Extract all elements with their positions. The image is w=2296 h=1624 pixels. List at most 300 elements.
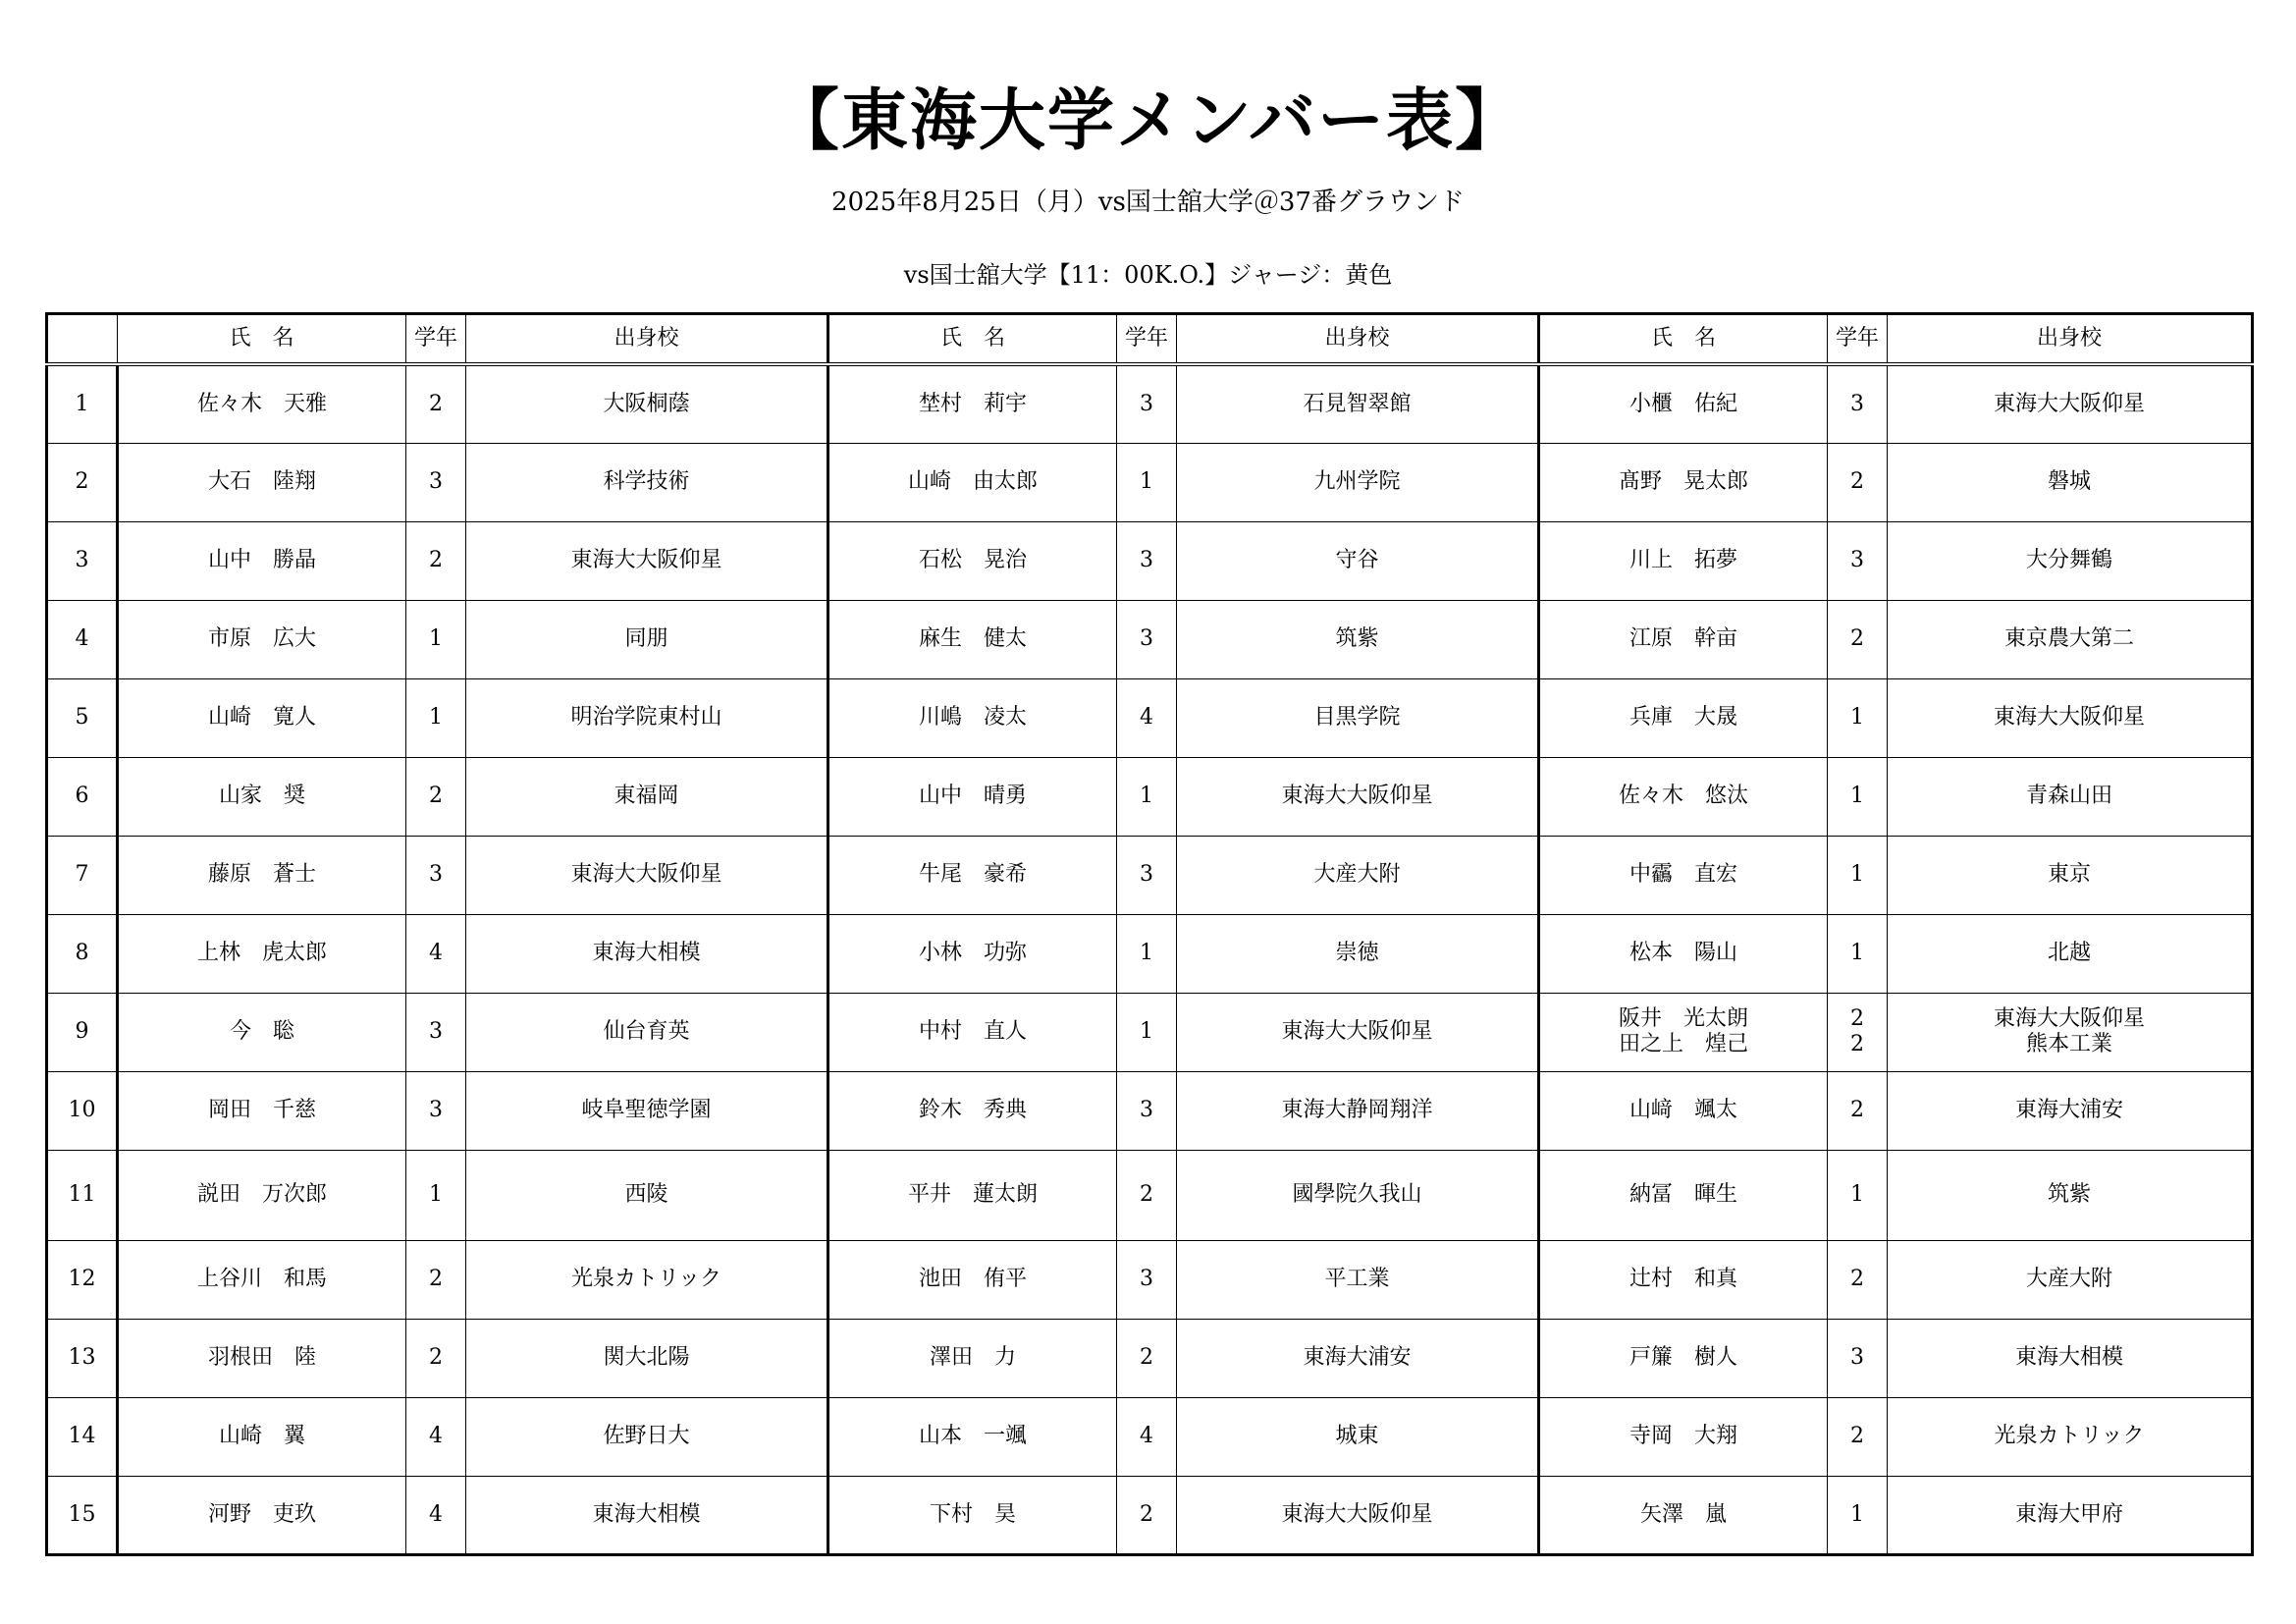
- player-name: 河野 吏玖: [207, 1501, 316, 1527]
- player-name-cell: [1539, 1319, 1828, 1397]
- player-name-cell: [828, 364, 1117, 443]
- player-name: 中靏 直宏: [1629, 862, 1737, 887]
- table-row: [47, 600, 2253, 678]
- player-school: 同朋: [624, 626, 668, 651]
- player-grade: 3: [429, 1098, 443, 1122]
- player-school: 大産大附: [2025, 1267, 2112, 1291]
- player-school-cell: [1177, 757, 1539, 836]
- player-school-cell: [1177, 1476, 1539, 1554]
- player-school: 大産大附: [1313, 862, 1401, 887]
- player-school-cell: [466, 757, 828, 836]
- player-grade: 2: [429, 1345, 443, 1370]
- player-school: 関大北陽: [603, 1345, 690, 1370]
- player-school-cell: [466, 914, 828, 993]
- player-grade-cell: [406, 1476, 466, 1554]
- player-grade-cell: [406, 1150, 466, 1240]
- row-number: 6: [47, 757, 118, 836]
- player-name: 山中 晴勇: [918, 784, 1027, 808]
- player-name-cell: [828, 521, 1117, 600]
- page-title: 【東海大学メンバー表】: [772, 81, 1524, 160]
- row-number: 9: [47, 993, 118, 1071]
- player-school: 東海大大阪仰星: [1281, 1019, 1433, 1044]
- player-name: 山中 勝晶: [207, 548, 316, 572]
- player-grade: 3: [1850, 391, 1864, 416]
- player-school: 東海大大阪仰星: [570, 548, 722, 572]
- player-grade: 3: [1140, 862, 1153, 887]
- player-school: 九州学院: [1313, 469, 1401, 494]
- player-school: 光泉カトリック: [570, 1267, 722, 1291]
- player-grade: 2: [429, 1267, 443, 1291]
- player-name-cell: [1539, 993, 1828, 1071]
- table-row: [47, 1240, 2253, 1319]
- table-body: [47, 364, 2253, 1554]
- player-school: 東京: [2047, 862, 2091, 887]
- player-school: 北越: [2047, 941, 2091, 965]
- player-name: 小櫃 佑紀: [1629, 391, 1737, 416]
- player-name: 羽根田 陸: [207, 1345, 316, 1370]
- match-date-venue: 2025年8月25日（月）vs国士舘大学＠37番グラウンド: [831, 188, 1465, 217]
- player-school-cell: [1888, 678, 2253, 757]
- player-grade: 1: [1850, 941, 1864, 965]
- player-name-cell: [1539, 678, 1828, 757]
- player-name: 説田 万次郎: [196, 1182, 327, 1207]
- player-grade: 2: [1850, 1098, 1864, 1122]
- player-school: 東海大浦安: [1303, 1345, 1412, 1370]
- member-table: [45, 312, 2254, 1556]
- player-name: 川嶋 凌太: [918, 705, 1027, 730]
- player-grade: 3: [1140, 548, 1153, 572]
- header-grade-2: 学年: [1117, 314, 1177, 365]
- player-name: 山崎 翼: [218, 1424, 305, 1448]
- player-school: 城東: [1335, 1424, 1379, 1448]
- player-grade-cell: [1828, 1476, 1888, 1554]
- player-grade-cell: [406, 1319, 466, 1397]
- player-name: 髙野 晃太郎: [1618, 469, 1748, 494]
- header-name-3: 氏 名: [1539, 314, 1828, 365]
- row-number: 2: [47, 443, 118, 521]
- player-name: 佐々木 天雅: [196, 391, 327, 416]
- row-number: 11: [47, 1150, 118, 1240]
- player-grade: 3: [429, 469, 443, 494]
- player-school-cell: [466, 993, 828, 1071]
- player-school: 東福岡: [614, 784, 679, 808]
- player-grade: 4: [1140, 1424, 1153, 1448]
- player-grade-cell: [1828, 1071, 1888, 1150]
- header-school-3: 出身校: [1888, 314, 2253, 365]
- player-grade-cell: [1828, 443, 1888, 521]
- player-grade: 1: [1850, 862, 1864, 887]
- player-name: 上林 虎太郎: [196, 941, 327, 965]
- player-grade-cell: [1117, 678, 1177, 757]
- player-school: 東海大大阪仰星: [1993, 705, 2145, 730]
- player-grade: 2: [1850, 1006, 1864, 1031]
- player-school: 平工業: [1324, 1267, 1390, 1291]
- row-number: 5: [47, 678, 118, 757]
- player-school-cell: [466, 1071, 828, 1150]
- player-name-cell: [118, 1397, 406, 1476]
- player-name: 石松 晃治: [918, 548, 1027, 572]
- player-grade-cell: [1117, 600, 1177, 678]
- table-row: [47, 521, 2253, 600]
- row-number: 3: [47, 521, 118, 600]
- player-grade: 1: [1850, 1182, 1864, 1207]
- player-grade: 1: [1850, 705, 1864, 730]
- player-name-cell: [118, 678, 406, 757]
- player-name-cell: [1539, 914, 1828, 993]
- player-name-cell: [828, 914, 1117, 993]
- table-header: [47, 314, 2253, 365]
- player-name: 田之上 煌己: [1618, 1032, 1748, 1056]
- player-grade-cell: [1828, 1319, 1888, 1397]
- player-name-cell: [1539, 1150, 1828, 1240]
- player-school-cell: [466, 600, 828, 678]
- player-name-cell: [828, 443, 1117, 521]
- player-school-cell: [1177, 1240, 1539, 1319]
- player-name: 鈴木 秀典: [918, 1098, 1027, 1122]
- player-school: 石見智翠館: [1303, 391, 1412, 416]
- player-school: 東海大大阪仰星: [570, 862, 722, 887]
- player-name: 下村 昊: [929, 1501, 1016, 1527]
- player-name: 藤原 蒼士: [207, 862, 316, 887]
- player-grade: 2: [1140, 1345, 1153, 1370]
- row-number: 10: [47, 1071, 118, 1150]
- player-school-cell: [1888, 993, 2253, 1071]
- player-school-cell: [1888, 914, 2253, 993]
- player-name: 江原 幹亩: [1629, 626, 1737, 651]
- player-grade-cell: [1828, 1397, 1888, 1476]
- player-school: 大分舞鶴: [2025, 548, 2112, 572]
- player-school: 崇徳: [1335, 941, 1379, 965]
- player-grade-cell: [1117, 1476, 1177, 1554]
- player-grade-cell: [1117, 914, 1177, 993]
- player-grade: 1: [1140, 941, 1153, 965]
- player-grade: 1: [1140, 469, 1153, 494]
- player-name-cell: [118, 757, 406, 836]
- player-school-cell: [1177, 1397, 1539, 1476]
- player-grade: 2: [1850, 1424, 1864, 1448]
- player-school-cell: [1177, 836, 1539, 914]
- player-name: 埜村 莉宇: [918, 391, 1027, 416]
- player-name: 阪井 光太朗: [1618, 1006, 1748, 1031]
- row-number: 4: [47, 600, 118, 678]
- player-grade: 2: [1850, 626, 1864, 651]
- player-grade-cell: [406, 836, 466, 914]
- player-grade-cell: [1117, 1150, 1177, 1240]
- row-number: 8: [47, 914, 118, 993]
- player-school: 明治学院東村山: [570, 705, 722, 730]
- player-grade: 1: [1850, 784, 1864, 808]
- player-school: 筑紫: [1335, 626, 1379, 651]
- player-school: 東海大甲府: [2014, 1501, 2123, 1527]
- player-school-cell: [1177, 600, 1539, 678]
- player-school-cell: [1888, 521, 2253, 600]
- player-grade: 1: [1140, 1019, 1153, 1044]
- header-grade-3: 学年: [1828, 314, 1888, 365]
- header-name-2: 氏 名: [828, 314, 1117, 365]
- player-name-cell: [828, 1071, 1117, 1150]
- header-name-1: 氏 名: [118, 314, 406, 365]
- player-name-cell: [828, 1476, 1117, 1554]
- player-grade: 3: [429, 862, 443, 887]
- player-name: 山本 一颯: [918, 1424, 1027, 1448]
- player-name: 澤田 力: [929, 1345, 1016, 1370]
- player-name: 池田 侑平: [918, 1267, 1027, 1291]
- player-school-cell: [466, 836, 828, 914]
- player-grade: 2: [1140, 1182, 1153, 1207]
- player-name-cell: [118, 1476, 406, 1554]
- player-grade: 3: [1850, 548, 1864, 572]
- player-school-cell: [466, 1150, 828, 1240]
- player-name: 岡田 千慈: [207, 1098, 316, 1122]
- table-row: [47, 1476, 2253, 1554]
- player-grade-cell: [1828, 600, 1888, 678]
- row-number: 1: [47, 364, 118, 443]
- player-name: 山家 奨: [218, 784, 305, 808]
- player-school-cell: [466, 1476, 828, 1554]
- row-number: 15: [47, 1476, 118, 1554]
- player-grade-cell: [1828, 678, 1888, 757]
- player-name: 川上 拓夢: [1629, 548, 1737, 572]
- player-name-cell: [118, 1319, 406, 1397]
- player-name-cell: [1539, 1397, 1828, 1476]
- player-name-cell: [118, 1150, 406, 1240]
- player-grade-cell: [1828, 364, 1888, 443]
- player-school-cell: [1177, 1319, 1539, 1397]
- player-name: 辻村 和真: [1629, 1267, 1737, 1291]
- player-grade-cell: [1117, 1240, 1177, 1319]
- player-grade: 1: [1140, 784, 1153, 808]
- player-school-cell: [1177, 914, 1539, 993]
- player-grade-cell: [1117, 1071, 1177, 1150]
- player-grade-cell: [1117, 836, 1177, 914]
- player-school: 熊本工業: [2025, 1032, 2112, 1056]
- row-number: 13: [47, 1319, 118, 1397]
- player-name-cell: [118, 443, 406, 521]
- player-name: 牛尾 豪希: [918, 862, 1027, 887]
- player-grade-cell: [1117, 521, 1177, 600]
- player-grade: 1: [429, 626, 443, 651]
- player-grade: 2: [1850, 1267, 1864, 1291]
- player-school-cell: [466, 1240, 828, 1319]
- player-school-cell: [1177, 521, 1539, 600]
- player-name-cell: [828, 1319, 1117, 1397]
- table-row: [47, 1319, 2253, 1397]
- player-school: 光泉カトリック: [1994, 1424, 2145, 1448]
- player-school-cell: [466, 364, 828, 443]
- player-grade-cell: [1117, 443, 1177, 521]
- player-name-cell: [118, 1240, 406, 1319]
- player-school-cell: [1888, 364, 2253, 443]
- player-school: 東海大浦安: [2014, 1098, 2123, 1122]
- table-row: [47, 364, 2253, 443]
- player-grade-cell: [406, 600, 466, 678]
- player-grade-cell: [1828, 993, 1888, 1071]
- player-name: 松本 陽山: [1629, 941, 1737, 965]
- player-school: 東海大大阪仰星: [1281, 1501, 1433, 1527]
- player-name-cell: [828, 836, 1117, 914]
- player-school-cell: [1177, 443, 1539, 521]
- player-school-cell: [1888, 1150, 2253, 1240]
- player-school: 磐城: [2047, 469, 2091, 494]
- player-name-cell: [1539, 364, 1828, 443]
- player-school: 筑紫: [2047, 1182, 2091, 1207]
- player-grade: 2: [429, 548, 443, 572]
- player-name-cell: [118, 836, 406, 914]
- player-grade: 4: [429, 1501, 443, 1527]
- player-school-cell: [1177, 1150, 1539, 1240]
- player-name-cell: [118, 1071, 406, 1150]
- player-school: 東海大大阪仰星: [1993, 1006, 2145, 1031]
- player-school-cell: [1888, 1071, 2253, 1150]
- table-row: [47, 914, 2253, 993]
- player-school-cell: [1177, 364, 1539, 443]
- player-grade-cell: [406, 1240, 466, 1319]
- table-row: [47, 443, 2253, 521]
- table-row: [47, 993, 2253, 1071]
- header-school-2: 出身校: [1177, 314, 1539, 365]
- player-grade-cell: [406, 678, 466, 757]
- player-name-cell: [1539, 1240, 1828, 1319]
- table-row: [47, 1397, 2253, 1476]
- player-name-cell: [828, 678, 1117, 757]
- player-grade: 4: [429, 1424, 443, 1448]
- player-grade: 1: [429, 705, 443, 730]
- player-name-cell: [118, 364, 406, 443]
- player-school: 東海大大阪仰星: [1281, 784, 1433, 808]
- player-school-cell: [1888, 757, 2253, 836]
- player-name: 中村 直人: [918, 1019, 1027, 1044]
- player-school-cell: [1888, 443, 2253, 521]
- player-grade-cell: [406, 1071, 466, 1150]
- player-name: 市原 広大: [207, 626, 316, 651]
- player-name: 兵庫 大晟: [1629, 705, 1737, 730]
- player-grade: 2: [429, 784, 443, 808]
- player-school-cell: [1888, 1397, 2253, 1476]
- player-grade: 2: [429, 391, 443, 416]
- table-row: [47, 757, 2253, 836]
- player-grade-cell: [406, 521, 466, 600]
- player-school: 東海大静岡翔洋: [1281, 1098, 1433, 1122]
- player-name: 麻生 健太: [918, 626, 1027, 651]
- player-grade-cell: [1828, 836, 1888, 914]
- player-name-cell: [1539, 1071, 1828, 1150]
- player-name: 山﨑 颯太: [1629, 1098, 1737, 1122]
- player-grade-cell: [406, 993, 466, 1071]
- player-school: 東海大相模: [2014, 1345, 2123, 1370]
- player-grade-cell: [406, 443, 466, 521]
- player-school-cell: [466, 443, 828, 521]
- player-name: 小林 功弥: [918, 941, 1027, 965]
- player-name-cell: [828, 757, 1117, 836]
- row-number: 14: [47, 1397, 118, 1476]
- player-school-cell: [466, 1397, 828, 1476]
- player-grade-cell: [406, 757, 466, 836]
- player-school: 岐阜聖徳学園: [581, 1098, 712, 1122]
- player-name: 大石 陸翔: [207, 469, 316, 494]
- player-school: 西陵: [624, 1182, 668, 1207]
- player-grade-cell: [1117, 993, 1177, 1071]
- player-grade: 2: [1850, 469, 1864, 494]
- player-grade-cell: [406, 1397, 466, 1476]
- player-grade-cell: [1117, 364, 1177, 443]
- player-name-cell: [1539, 443, 1828, 521]
- player-name: 上谷川 和馬: [196, 1267, 327, 1291]
- player-name: 山崎 由太郎: [907, 469, 1038, 494]
- player-school: 國學院久我山: [1292, 1182, 1422, 1207]
- player-school-cell: [1177, 993, 1539, 1071]
- player-school: 東海大大阪仰星: [1993, 391, 2145, 416]
- match-info: vs国士舘大学【11：00K.O.】ジャージ：黄色: [903, 261, 1393, 289]
- player-grade-cell: [1828, 521, 1888, 600]
- player-school: 東海大相模: [592, 1501, 701, 1527]
- player-name-cell: [118, 993, 406, 1071]
- player-name-cell: [828, 600, 1117, 678]
- player-name-cell: [1539, 1476, 1828, 1554]
- player-grade: 1: [1850, 1501, 1864, 1527]
- player-grade: 3: [1140, 1267, 1153, 1291]
- player-school: 青森山田: [2025, 784, 2112, 808]
- player-school-cell: [1888, 600, 2253, 678]
- player-grade-cell: [1828, 1240, 1888, 1319]
- player-school: 大阪桐蔭: [603, 391, 690, 416]
- player-name-cell: [828, 1150, 1117, 1240]
- player-name-cell: [828, 1240, 1117, 1319]
- player-name-cell: [828, 1397, 1117, 1476]
- row-number: 7: [47, 836, 118, 914]
- table-row: [47, 1150, 2253, 1240]
- player-school: 目黒学院: [1313, 705, 1401, 730]
- player-school: 東海大相模: [592, 941, 701, 965]
- player-grade: 4: [1140, 705, 1153, 730]
- player-grade-cell: [406, 914, 466, 993]
- player-grade-cell: [1828, 1150, 1888, 1240]
- player-grade-cell: [406, 364, 466, 443]
- player-school-cell: [1888, 836, 2253, 914]
- player-grade: 2: [1850, 1032, 1864, 1056]
- player-school-cell: [1888, 1319, 2253, 1397]
- player-grade-cell: [1117, 757, 1177, 836]
- player-grade: 3: [1140, 1098, 1153, 1122]
- player-name: 寺岡 大翔: [1629, 1424, 1737, 1448]
- player-school-cell: [1888, 1476, 2253, 1554]
- player-name: 平井 蓮太朗: [907, 1182, 1038, 1207]
- player-grade-cell: [1117, 1397, 1177, 1476]
- player-name-cell: [118, 914, 406, 993]
- header-school-1: 出身校: [466, 314, 828, 365]
- player-name-cell: [1539, 521, 1828, 600]
- player-grade: 3: [1140, 626, 1153, 651]
- player-grade: 3: [1140, 391, 1153, 416]
- player-grade: 1: [429, 1182, 443, 1207]
- player-name-cell: [1539, 836, 1828, 914]
- header-grade-1: 学年: [406, 314, 466, 365]
- player-school-cell: [1177, 678, 1539, 757]
- player-school: 仙台育英: [603, 1019, 690, 1044]
- player-name-cell: [118, 600, 406, 678]
- player-name: 佐々木 悠汰: [1618, 784, 1748, 808]
- player-school-cell: [466, 1319, 828, 1397]
- player-school-cell: [1888, 1240, 2253, 1319]
- player-school-cell: [466, 678, 828, 757]
- player-grade-cell: [1117, 1319, 1177, 1397]
- player-grade-cell: [1828, 757, 1888, 836]
- player-grade: 2: [1140, 1501, 1153, 1527]
- player-school: 東京農大第二: [2003, 626, 2134, 651]
- player-name: 山崎 寛人: [207, 705, 316, 730]
- player-school: 佐野日大: [603, 1424, 690, 1448]
- player-school: 守谷: [1335, 548, 1379, 572]
- player-name-cell: [828, 993, 1117, 1071]
